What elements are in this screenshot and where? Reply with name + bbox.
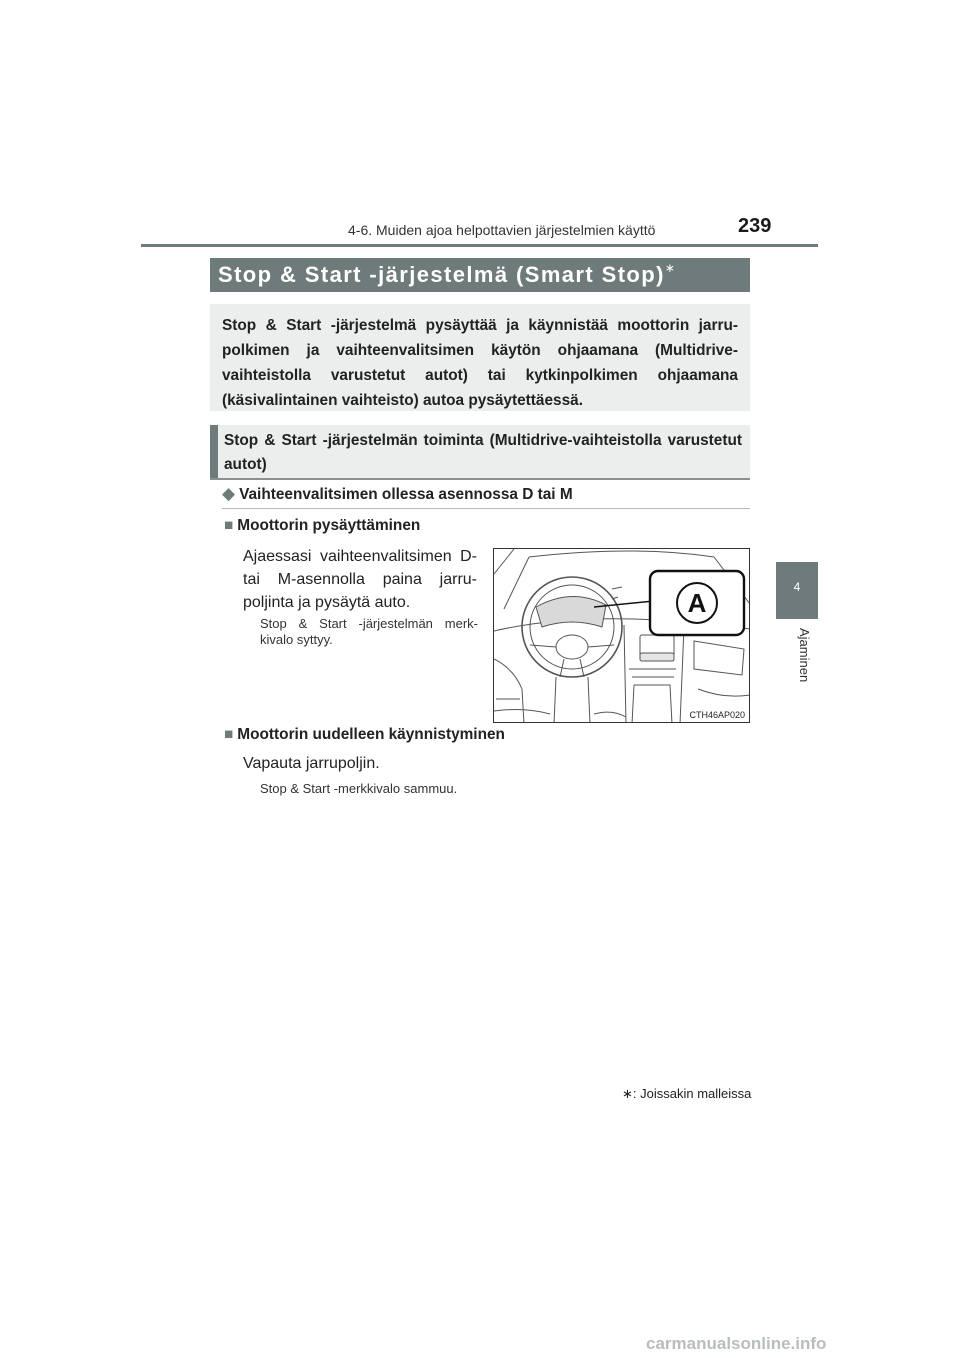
restart-heading-text: Moottorin uudelleen käynnistyminen <box>237 726 505 743</box>
page-title <box>210 258 750 292</box>
chapter-number: 4 <box>793 580 801 594</box>
restart-heading <box>224 726 505 744</box>
subsection-heading: Stop & Start -järjestelmän toiminta (Multidrive-vaihteistolla varustetut autot) <box>210 425 750 478</box>
stopping-heading <box>224 517 420 535</box>
intro-box: Stop & Start -järjestelmä pysäyttää ja käynnistää moottorin jarru-polkimen ja vaihteenvalitsimen käytön ohjaamana (Multidrive-vaihteistolla varustetut autot) tai kytkinpolkimen ohjaamana (käsivalintainen vaihteisto) autoa pysäytettäessä. <box>210 304 750 411</box>
restart-note: Stop & Start -merkkivalo sammuu. <box>260 781 458 796</box>
footnote: ∗: Joissakin malleissa <box>622 1086 752 1101</box>
section-header: 4-6. Muiden ajoa helpottavien järjestelmien käyttö <box>348 222 656 238</box>
stopping-body: Ajaessasi vaihteenvalitsimen D- tai M-asennolla paina jarru-poljinta ja pysäytä auto. <box>243 548 477 611</box>
page-number: 239 <box>738 215 772 237</box>
heading-rule <box>222 508 750 509</box>
chapter-tab <box>776 562 818 619</box>
restart-body: Vapauta jarrupoljin. <box>243 755 380 772</box>
dashboard-illustration <box>493 548 750 723</box>
square-bullet-icon: ■ <box>224 726 234 743</box>
title-marker: ∗ <box>664 261 677 275</box>
title-text: Stop & Start -järjestelmä (Smart Stop) <box>218 262 665 287</box>
stopping-note: Stop & Start -järjestelmän merk-kivalo syttyy. <box>260 616 478 647</box>
callout-letter: A <box>687 588 707 618</box>
diamond-icon: ◆ <box>222 484 236 503</box>
header-rule <box>141 244 818 247</box>
diamond-heading <box>222 484 573 504</box>
diamond-heading-text: Vaihteenvalitsimen ollessa asennossa D tai M <box>239 486 573 503</box>
stopping-heading-text: Moottorin pysäyttäminen <box>237 517 421 534</box>
watermark: carmanualsonline.info <box>646 1334 827 1353</box>
square-bullet-icon: ■ <box>224 517 234 534</box>
subsection-rule <box>210 478 750 480</box>
illustration-code: CTH46AP020 <box>689 710 745 720</box>
dashboard-drawing <box>494 549 750 723</box>
chapter-label: Ajaminen <box>797 628 812 683</box>
